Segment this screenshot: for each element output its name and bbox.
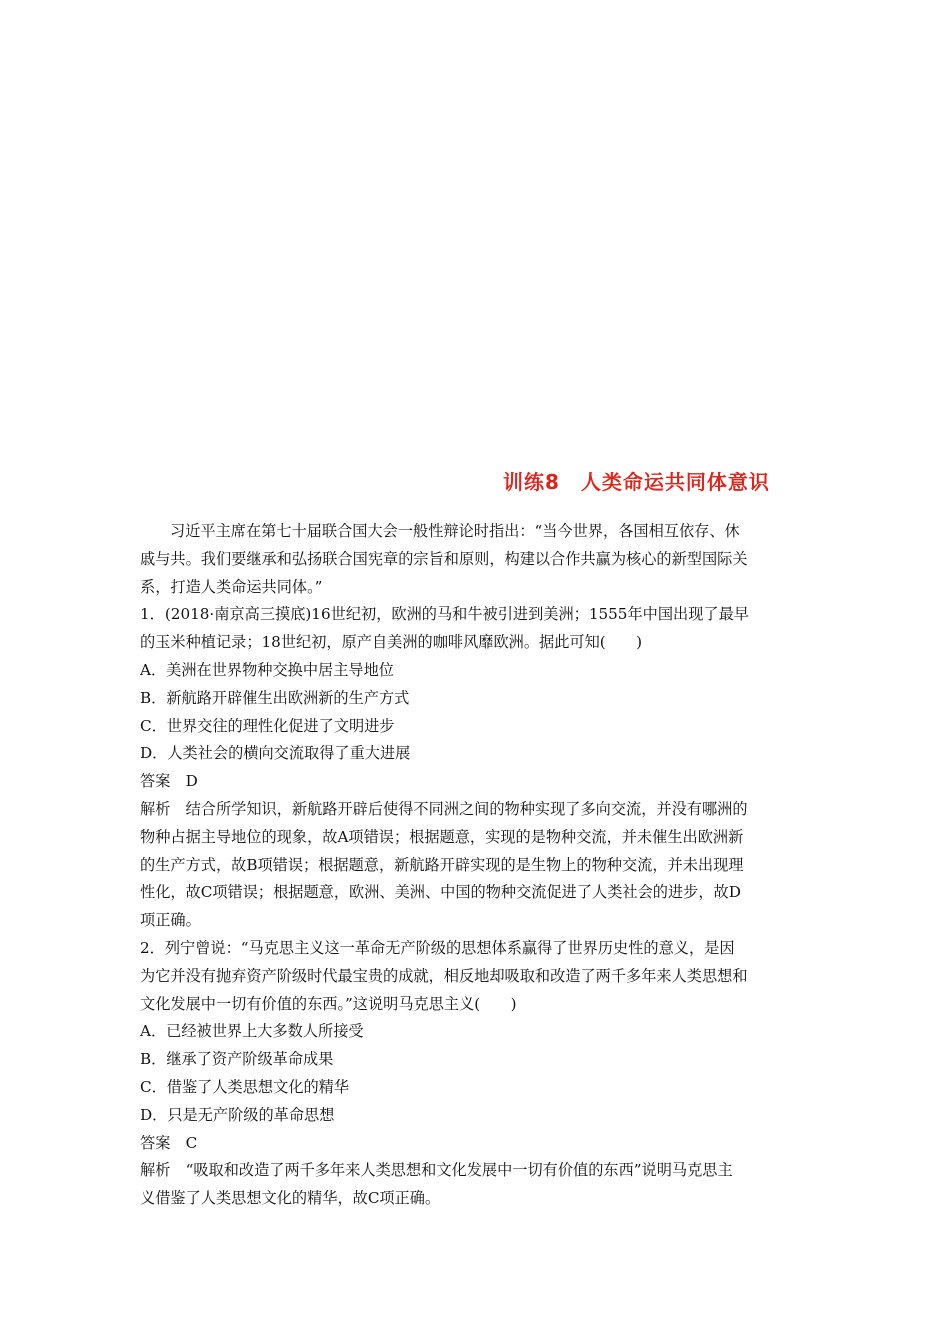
document-body xyxy=(140,518,812,1213)
intro-line: 系，打造人类命运共同体。” xyxy=(140,577,323,596)
question-2-answer: 答案 C xyxy=(140,1133,198,1152)
question-1-option-c: C．世界交往的理性化促进了文明进步 xyxy=(140,716,395,735)
question-1-line: 1．(2018·南京高三摸底)16世纪初，欧洲的马和牛被引进到美洲；1555年中国出现了最早 xyxy=(140,605,749,624)
question-2-line: 文化发展中一切有价值的东西。”这说明马克思主义( ) xyxy=(140,994,517,1013)
question-2-analysis: 义借鉴了人类思想文化的精华，故C项正确。 xyxy=(140,1189,441,1208)
question-2-option-d: D．只是无产阶级的革命思想 xyxy=(140,1105,335,1124)
question-1-analysis: 项正确。 xyxy=(140,911,201,930)
question-1-analysis: 解析 结合所学知识，新航路开辟后使得不同洲之间的物种实现了多向交流，并没有哪洲的 xyxy=(140,799,748,818)
question-2-option-c: C．借鉴了人类思想文化的精华 xyxy=(140,1077,350,1096)
question-1-option-b: B．新航路开辟催生出欧洲新的生产方式 xyxy=(140,688,410,707)
question-1-option-d: D．人类社会的横向交流取得了重大进展 xyxy=(140,744,411,763)
intro-line: 戚与共。我们要继承和弘扬联合国宪章的宗旨和原则，构建以合作共赢为核心的新型国际关 xyxy=(140,549,748,568)
question-1-analysis: 的生产方式，故B项错误；根据题意，新航路开辟实现的是生物上的物种交流，并未出现理 xyxy=(140,855,744,874)
question-1-analysis: 性化，故C项错误；根据题意，欧洲、美洲、中国的物种交流促进了人类社会的进步，故D xyxy=(140,883,741,902)
question-1-answer: 答案 D xyxy=(140,772,198,791)
question-2-line: 2．列宁曾说：“马克思主义这一革命无产阶级的思想体系赢得了世界历史性的意义，是因 xyxy=(140,938,735,957)
page-title: 训练8 人类命运共同体意识 xyxy=(503,470,770,494)
intro-line: 习近平主席在第七十届联合国大会一般性辩论时指出：“当今世界，各国相互依存、休 xyxy=(170,522,740,540)
question-2-option-a: A．已经被世界上大多数人所接受 xyxy=(140,1022,364,1041)
question-2-analysis: 解析 “吸取和改造了两千多年来人类思想和文化发展中一切有价值的东西”说明马克思主 xyxy=(140,1161,733,1180)
question-1-line: 的玉米种植记录；18世纪初，原产自美洲的咖啡风靡欧洲。据此可知( ) xyxy=(140,633,642,652)
question-1-option-a: A．美洲在世界物种交换中居主导地位 xyxy=(140,660,394,679)
question-2-option-b: B．继承了资产阶级革命成果 xyxy=(140,1050,334,1069)
question-2-line: 为它并没有抛弃资产阶级时代最宝贵的成就，相反地却吸取和改造了两千多年来人类思想和 xyxy=(140,966,748,985)
question-1-analysis: 物种占据主导地位的现象，故A项错误；根据题意，实现的是物种交流，并未催生出欧洲新 xyxy=(140,827,744,846)
